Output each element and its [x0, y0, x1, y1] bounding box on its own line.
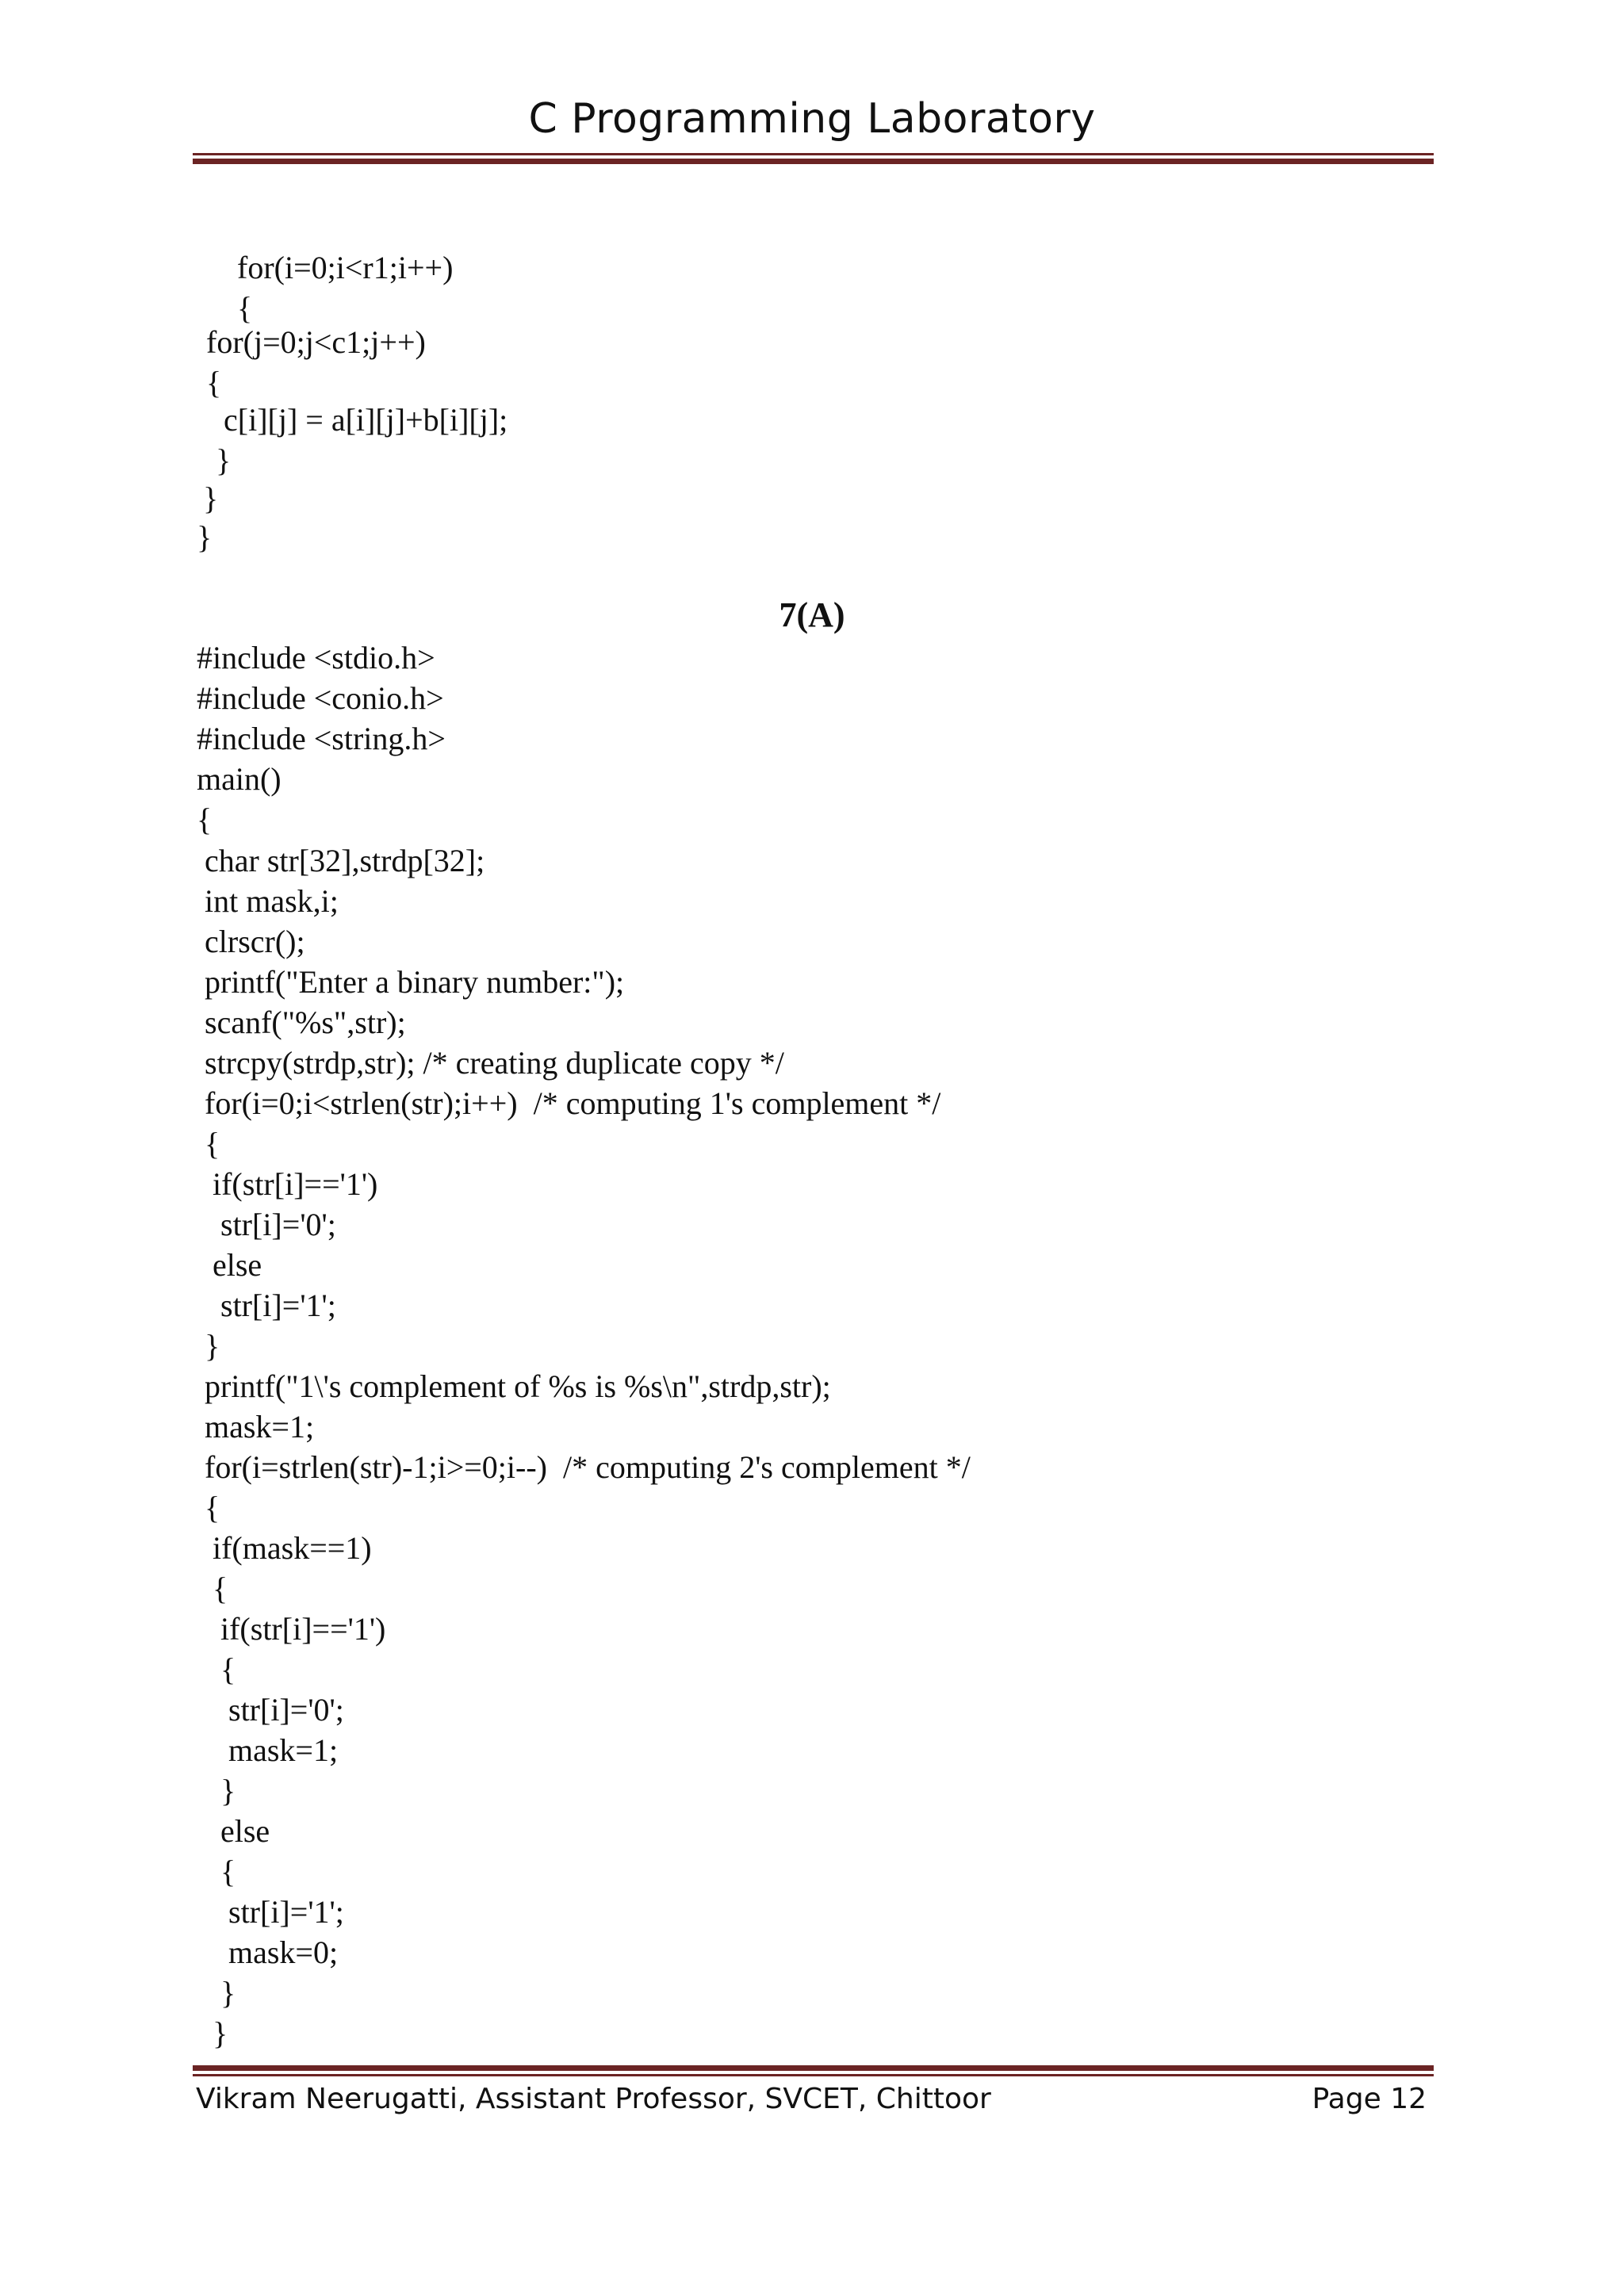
- code-line: if(str[i]=='1'): [197, 1166, 378, 1202]
- code-line: #include <string.h>: [197, 721, 446, 756]
- code-line: mask=0;: [197, 1934, 339, 1970]
- code-line: scanf("%s",str);: [197, 1004, 406, 1040]
- code-line: main(): [197, 761, 282, 797]
- code-line: }: [208, 442, 232, 478]
- code-line: mask=1;: [197, 1732, 339, 1768]
- code-line: int mask,i;: [197, 883, 339, 919]
- code-line: printf("Enter a binary number:");: [197, 964, 625, 1000]
- code-line: strcpy(strdp,str); /* creating duplicate copy */: [197, 1045, 784, 1081]
- code-line: if(str[i]=='1'): [197, 1611, 386, 1647]
- code-line: {: [206, 365, 222, 400]
- code-line: for(i=0;i<strlen(str);i++) /* computing 1's complement */: [197, 1085, 941, 1121]
- code-line: char str[32],strdp[32];: [197, 843, 485, 878]
- footer-author: Vikram Neerugatti, Assistant Professor, SVCET, Chittoor: [196, 2083, 991, 2115]
- code-line: c[i][j] = a[i][j]+b[i][j];: [208, 402, 508, 438]
- code-line: clrscr();: [197, 924, 305, 959]
- code-line: }: [197, 1773, 236, 1808]
- footer-page-number: Page 12: [1312, 2083, 1427, 2115]
- code-line: #include <stdio.h>: [197, 640, 435, 675]
- code-line: for(i=0;i<r1;i++): [213, 250, 454, 285]
- code-line: }: [203, 480, 219, 516]
- code-line: if(mask==1): [197, 1530, 372, 1566]
- code-line: mask=1;: [197, 1409, 315, 1445]
- code-line: {: [197, 1490, 220, 1525]
- page-header-title: C Programming Laboratory: [528, 95, 1096, 143]
- footer-rule-thick-line: [193, 2065, 1434, 2071]
- footer-rule-thin-line: [193, 2074, 1434, 2076]
- code-line: str[i]='0';: [197, 1692, 344, 1728]
- code-line: for(i=strlen(str)-1;i>=0;i--) /* computing 2's complement */: [197, 1449, 971, 1485]
- code-line: {: [197, 802, 213, 837]
- code-line: #include <conio.h>: [197, 680, 444, 716]
- code-line: {: [197, 1651, 236, 1687]
- code-line: else: [197, 1813, 270, 1849]
- section-title: 7(A): [779, 595, 845, 634]
- code-line: else: [197, 1247, 262, 1283]
- code-line: }: [197, 2015, 228, 2051]
- code-line: }: [197, 519, 213, 555]
- code-line: {: [197, 1854, 236, 1889]
- header-rule-thin-line: [193, 153, 1434, 155]
- code-line: {: [197, 1126, 220, 1161]
- code-line: str[i]='0';: [197, 1207, 336, 1242]
- code-line: for(j=0;j<c1;j++): [206, 324, 426, 360]
- code-line: {: [213, 290, 253, 326]
- code-line: str[i]='1';: [197, 1894, 344, 1930]
- header-rule-thick-line: [193, 159, 1434, 164]
- code-line: str[i]='1';: [197, 1288, 336, 1323]
- code-line: {: [197, 1571, 228, 1606]
- code-line: }: [197, 1975, 236, 2011]
- code-line: }: [197, 1328, 220, 1364]
- code-line: printf("1\'s complement of %s is %s\n",strdp,str);: [197, 1368, 831, 1404]
